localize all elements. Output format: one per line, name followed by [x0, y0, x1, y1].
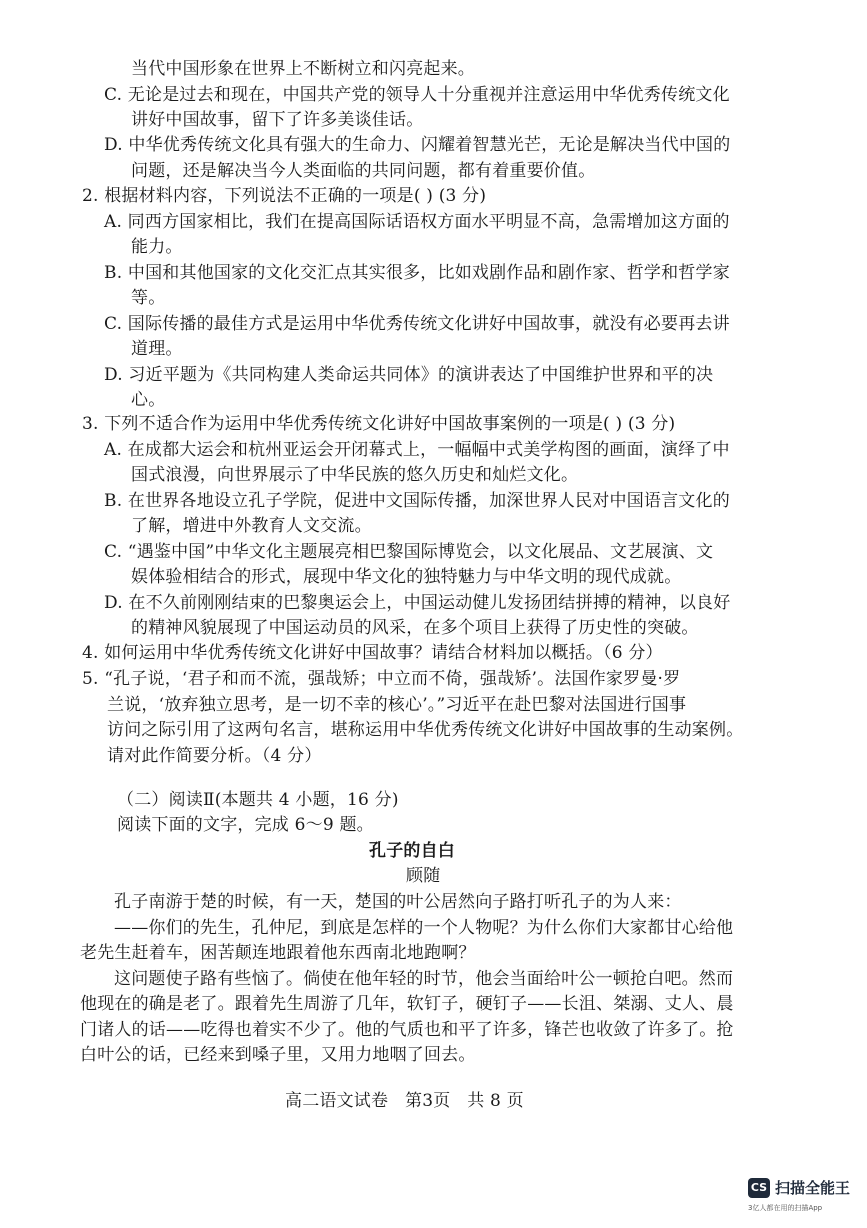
text-line: 兰说，‘放弃独立思考，是一切不幸的核心’。”习近平在赴巴黎对法国进行国事 — [107, 695, 687, 715]
option-b: B. 中国和其他国家的文化交汇点其实很多，比如戏剧作品和剧作家、哲学和哲学家 — [104, 263, 730, 283]
passage-line: 他现在的确是老了。跟着先生周游了几年，软钉子，硬钉子——长沮、桀溺、丈人、晨 — [80, 994, 734, 1014]
passage-line: 门诸人的话——吃得也着实不少了。他的气质也和平了许多，锋芒也收敛了许多了。抢 — [80, 1020, 734, 1040]
text-line: 等。 — [131, 288, 166, 308]
scanner-app-name: 扫描全能王 — [775, 1179, 851, 1197]
passage-line: 孔子南游于楚的时候，有一天，楚国的叶公居然向子路打听孔子的为人来： — [114, 892, 682, 912]
option-d: D. 中华优秀传统文化具有强大的生命力、闪耀着智慧光芒，无论是解决当代中国的 — [104, 135, 731, 155]
option-d: D. 在不久前刚刚结束的巴黎奥运会上，中国运动健儿发扬团结拼搏的精神，以良好 — [104, 593, 731, 613]
option-c: C. 国际传播的最佳方式是运用中华优秀传统文化讲好中国故事，就没有必要再去讲 — [104, 314, 730, 334]
option-b: B. 在世界各地设立孔子学院，促进中文国际传播，加深世界人民对中国语言文化的 — [104, 491, 730, 511]
text-line: 心。 — [131, 390, 166, 410]
scanner-tagline: 3亿人都在用的扫描App — [748, 1204, 823, 1212]
passage-title: 孔子的自白 — [369, 841, 455, 861]
section-heading: （二）阅读Ⅱ(本题共 4 小题，16 分) — [117, 790, 399, 810]
passage-line: 老先生赶着车，困苦颠连地跟着他东西南北地跑啊？ — [80, 943, 476, 963]
text-line: 当代中国形象在世界上不断树立和闪亮起来。 — [131, 59, 475, 79]
question-5: 5. “孔子说，‘君子和而不流，强哉矫；中立而不倚，强哉矫’。法国作家罗曼·罗 — [82, 669, 681, 689]
question-2: 2. 根据材料内容，下列说法不正确的一项是( ) (3 分) — [82, 186, 487, 206]
option-c: C. 无论是过去和现在，中国共产党的领导人十分重视并注意运用中华优秀传统文化 — [104, 85, 730, 105]
passage-line: ——你们的先生，孔仲尼，到底是怎样的一个人物呢？为什么你们大家都甘心给他 — [114, 918, 734, 938]
page-footer: 高二语文试卷 第3页 共 8 页 — [285, 1091, 524, 1111]
passage-line: 这问题使子路有些恼了。倘使在他年轻的时节，他会当面给叶公一顿抢白吧。然而 — [114, 969, 734, 989]
question-3: 3. 下列不适合作为运用中华优秀传统文化讲好中国故事案例的一项是( ) (3 分) — [82, 414, 676, 434]
option-a: A. 同西方国家相比，我们在提高国际话语权方面水平明显不高，急需增加这方面的 — [104, 212, 730, 232]
text-line: 的精神风貌展现了中国运动员的风采，在多个项目上获得了历史性的突破。 — [131, 618, 699, 638]
text-line: 能力。 — [131, 237, 183, 257]
text-line: 国式浪漫，向世界展示了中华民族的悠久历史和灿烂文化。 — [131, 465, 579, 485]
question-4: 4. 如何运用中华优秀传统文化讲好中国故事？请结合材料加以概括。（6 分） — [82, 643, 663, 663]
text-line: 访问之际引用了这两句名言，堪称运用中华优秀传统文化讲好中国故事的生动案例。 — [107, 720, 744, 740]
option-d: D. 习近平题为《共同构建人类命运共同体》的演讲表达了中国维护世界和平的决 — [104, 365, 714, 385]
text-line: 讲好中国故事，留下了许多美谈佳话。 — [131, 110, 424, 130]
option-a: A. 在成都大运会和杭州亚运会开闭幕式上，一幅幅中式美学构图的画面，演绎了中 — [104, 440, 730, 460]
text-line: 道理。 — [131, 339, 183, 359]
scanner-logo-icon: CS — [748, 1178, 770, 1198]
instruction: 阅读下面的文字，完成 6～9 题。 — [117, 815, 374, 835]
text-line: 问题，还是解决当今人类面临的共同问题，都有着重要价值。 — [131, 161, 596, 181]
option-c: C. “遇鉴中国”中华文化主题展亮相巴黎国际博览会，以文化展品、文艺展演、文 — [104, 542, 714, 562]
passage-author: 顾随 — [406, 866, 441, 886]
passage-line: 白叶公的话，已经来到嗓子里，又用力地咽了回去。 — [80, 1045, 476, 1065]
text-line: 请对此作简要分析。（4 分） — [107, 746, 322, 766]
scanner-watermark — [748, 1175, 860, 1219]
text-line: 娱体验相结合的形式，展现中华文化的独特魅力与中华文明的现代成就。 — [131, 567, 682, 587]
text-line: 了解，增进中外教育人文交流。 — [131, 516, 372, 536]
